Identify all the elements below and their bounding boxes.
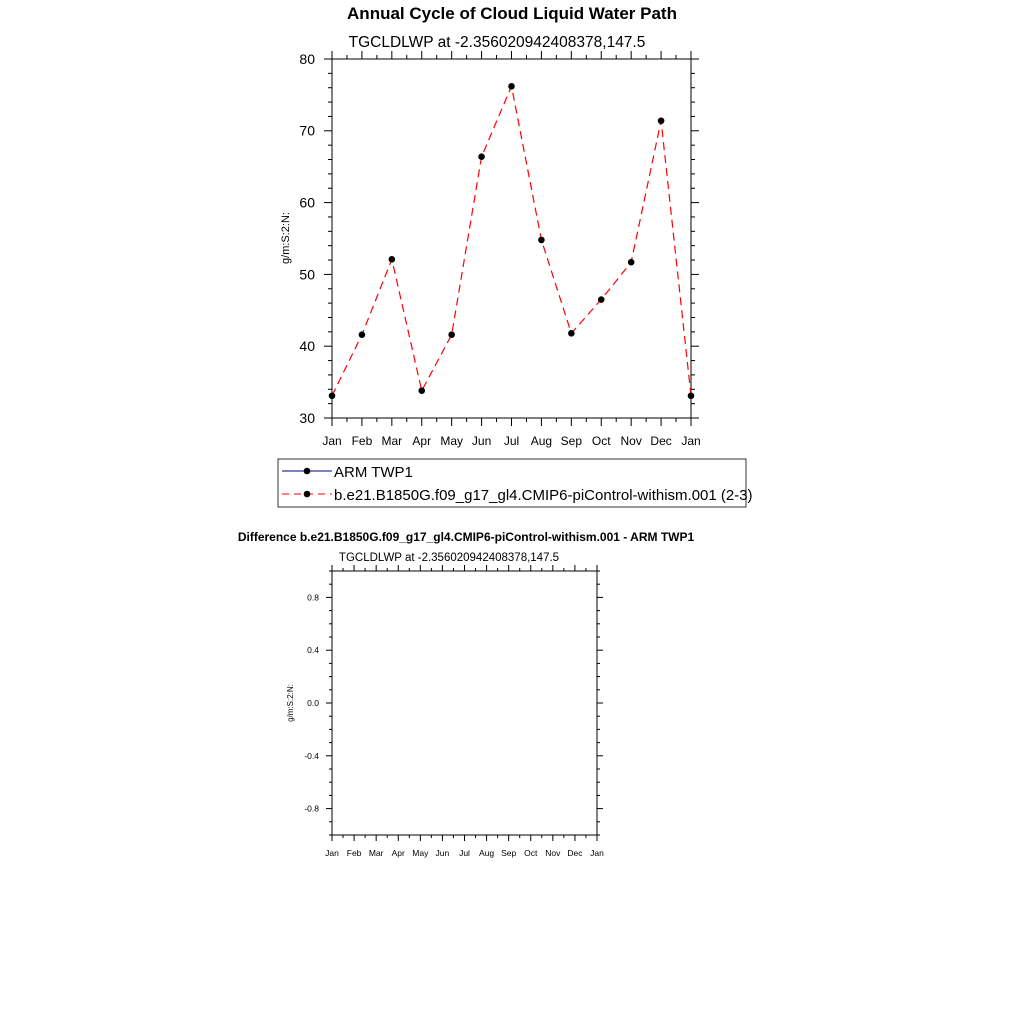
y-tick-label: 80 [299, 50, 315, 67]
chart1-title: Annual Cycle of Cloud Liquid Water Path [347, 4, 677, 23]
x-tick-label: Apr [412, 434, 432, 448]
x-tick-label: Jun [435, 848, 450, 858]
chart2-title: Difference b.e21.B1850G.f09_g17_gl4.CMIP6-piControl-withism.001 - ARM TWP1 [237, 530, 695, 544]
data-point [628, 259, 635, 266]
y-tick-label: 0.8 [307, 592, 319, 603]
data-point [508, 83, 515, 90]
data-point [568, 330, 575, 337]
y-tick-label: 50 [299, 266, 315, 283]
data-point [478, 153, 485, 160]
x-tick-label: Oct [524, 848, 538, 858]
chart2-plot-area [304, 565, 604, 858]
chart1-subtitle: TGCLDLWP at -2.356020942408378,147.5 [348, 34, 646, 51]
x-tick-label: Sep [501, 848, 517, 858]
data-point [658, 117, 665, 124]
x-tick-label: Sep [560, 434, 583, 448]
x-tick-label: Feb [351, 434, 373, 448]
plot-frame [332, 59, 691, 418]
y-tick-label: 70 [299, 122, 315, 139]
chart1-ylabel: g/m:S:2:N: [280, 212, 292, 264]
data-point [329, 392, 336, 399]
data-point [418, 387, 425, 394]
x-tick-label: Apr [391, 848, 405, 858]
y-tick-label: -0.4 [304, 750, 319, 761]
x-tick-label: May [412, 848, 429, 858]
x-tick-label: Jan [590, 848, 604, 858]
plot-frame [332, 571, 597, 835]
series-line [332, 86, 691, 395]
x-tick-label: Jan [325, 848, 339, 858]
x-tick-label: Mar [381, 434, 403, 448]
data-point [359, 331, 366, 338]
x-tick-label: Dec [650, 434, 672, 448]
x-tick-label: Jul [503, 434, 520, 448]
x-tick-label: Mar [368, 848, 384, 858]
y-tick-label: 0.0 [307, 697, 319, 708]
legend-marker-arm [304, 468, 311, 475]
y-tick-label: 30 [299, 409, 315, 426]
data-point [538, 237, 545, 244]
x-tick-label: Aug [479, 848, 495, 858]
x-tick-label: Jun [471, 434, 492, 448]
x-tick-label: Nov [545, 848, 561, 858]
data-point [389, 256, 396, 263]
x-tick-label: Nov [620, 434, 642, 448]
x-tick-label: Jul [459, 848, 470, 858]
data-point [598, 296, 605, 303]
x-tick-label: Oct [591, 434, 611, 448]
legend-marker-model [304, 491, 311, 498]
x-tick-label: Dec [567, 848, 583, 858]
y-tick-label: 0.4 [307, 645, 319, 656]
x-tick-label: Jan [322, 434, 342, 448]
chart2-subtitle: TGCLDLWP at -2.356020942408378,147.5 [338, 552, 560, 564]
x-tick-label: Aug [530, 434, 553, 448]
chart1-legend [278, 459, 753, 507]
data-point [688, 392, 695, 399]
chart2-ylabel: g/m:S:2:N: [286, 684, 295, 722]
data-point [448, 331, 455, 338]
x-tick-label: Feb [346, 848, 362, 858]
legend-label-model: b.e21.B1850G.f09_g17_gl4.CMIP6-piControl-withism.001 (2-3) [334, 487, 753, 504]
y-tick-label: 60 [299, 194, 315, 211]
chart1-plot-area [299, 51, 700, 448]
x-tick-label: Jan [681, 434, 701, 448]
y-tick-label: -0.8 [304, 803, 319, 814]
y-tick-label: 40 [299, 338, 315, 355]
legend-label-arm: ARM TWP1 [334, 464, 413, 481]
x-tick-label: May [440, 434, 464, 448]
